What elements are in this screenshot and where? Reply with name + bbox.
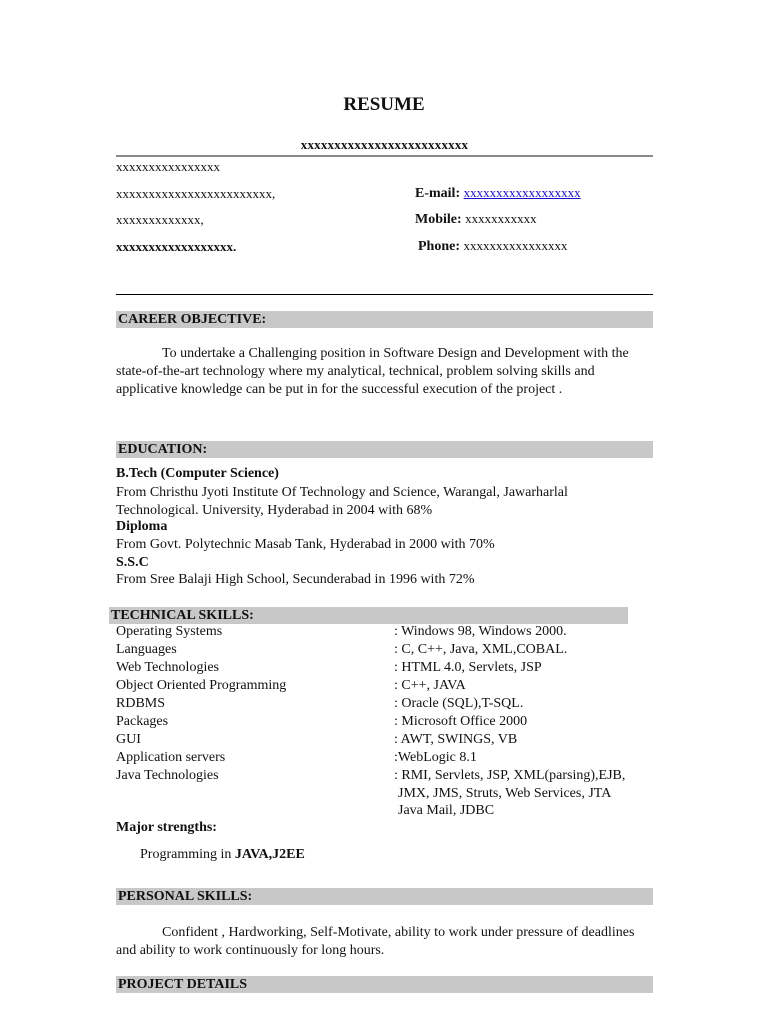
email-label: E-mail: [415,186,461,201]
career-objective-text [116,345,653,399]
email-link[interactable]: xxxxxxxxxxxxxxxxxx [463,185,581,200]
personal-skills-body: Confident , Hardworking, Self-Motivate, ability to work under pressure of deadlines and ability to work continuously for long hours. [116,925,635,958]
skill-label: Packages [116,714,169,729]
mobile-value: xxxxxxxxxxx [465,211,537,226]
personal-skills-heading: PERSONAL SKILLS: [116,888,653,905]
phone-label: Phone: [418,239,460,254]
skill-value-continuation: JMX, JMS, Struts, Web Services, JTA [398,786,612,801]
skill-value: :WebLogic 8.1 [394,750,477,765]
major-strengths-heading: Major strengths: [116,820,217,835]
address-line-4: xxxxxxxxxxxxxxxxxx. [116,239,237,254]
skill-value: : Oracle (SQL),T-SQL. [394,696,524,711]
name-divider [116,155,653,157]
phone-row [418,238,568,255]
career-objective-heading: CAREER OBJECTIVE: [116,311,653,328]
header-divider [116,294,653,295]
skill-value: : C, C++, Java, XML,COBAL. [394,642,568,657]
education-degree-2: Diploma [116,519,168,534]
skill-label: Web Technologies [116,660,219,675]
project-details-heading: PROJECT DETAILS [116,976,653,993]
skill-value: : Windows 98, Windows 2000. [394,624,567,639]
education-detail-3: From Sree Balaji High School, Secunderabad in 1996 with 72% [116,572,475,587]
skill-label: Object Oriented Programming [116,678,287,693]
address-line-2: xxxxxxxxxxxxxxxxxxxxxxxx, [116,186,276,201]
major-strengths-text [140,847,305,863]
skill-value: : C++, JAVA [394,678,466,693]
candidate-name: xxxxxxxxxxxxxxxxxxxxxxxxx [300,137,469,152]
skill-value-continuation: Java Mail, JDBC [398,803,495,818]
skill-value: : AWT, SWINGS, VB [394,732,518,747]
skill-value: : HTML 4.0, Servlets, JSP [394,660,542,675]
email-row [415,185,581,202]
skill-label: Application servers [116,750,226,765]
career-objective-body: To undertake a Challenging position in Software Design and Development with the state-of-the-art technology where my analytical, technical, problem solving skills and applicative knowledge can be put in for the successful execution of the project . [116,346,629,397]
skill-label: Java Technologies [116,768,219,783]
education-degree-1: B.Tech (Computer Science) [116,466,279,481]
education-detail-1: From Christhu Jyoti Institute Of Technology and Science, Warangal, Jawarharlal Technological. University, Hyderabad in 2004 with 68% [116,485,568,518]
skill-label: Languages [116,642,177,657]
skill-label: RDBMS [116,696,166,711]
skill-label: Operating Systems [116,624,223,639]
address-line-3: xxxxxxxxxxxxx, [116,212,204,227]
major-strengths-emphasis: JAVA,J2EE [234,847,305,862]
education-detail-2: From Govt. Polytechnic Masab Tank, Hyderabad in 2000 with 70% [116,537,495,552]
phone-value: xxxxxxxxxxxxxxxx [463,238,568,253]
mobile-label: Mobile: [415,212,462,227]
skill-label: GUI [116,732,141,747]
mobile-row [415,211,537,228]
education-degree-3: S.S.C [116,555,149,570]
technical-skills-heading: TECHNICAL SKILLS: [109,607,628,624]
personal-skills-text [116,924,653,960]
address-line-1: xxxxxxxxxxxxxxxx [116,159,220,174]
major-strengths-prefix: Programming in [140,847,235,862]
skill-value: : RMI, Servlets, JSP, XML(parsing),EJB, [394,768,626,783]
resume-title: RESUME [343,94,425,115]
skill-value: : Microsoft Office 2000 [394,714,528,729]
education-heading: EDUCATION: [116,441,653,458]
